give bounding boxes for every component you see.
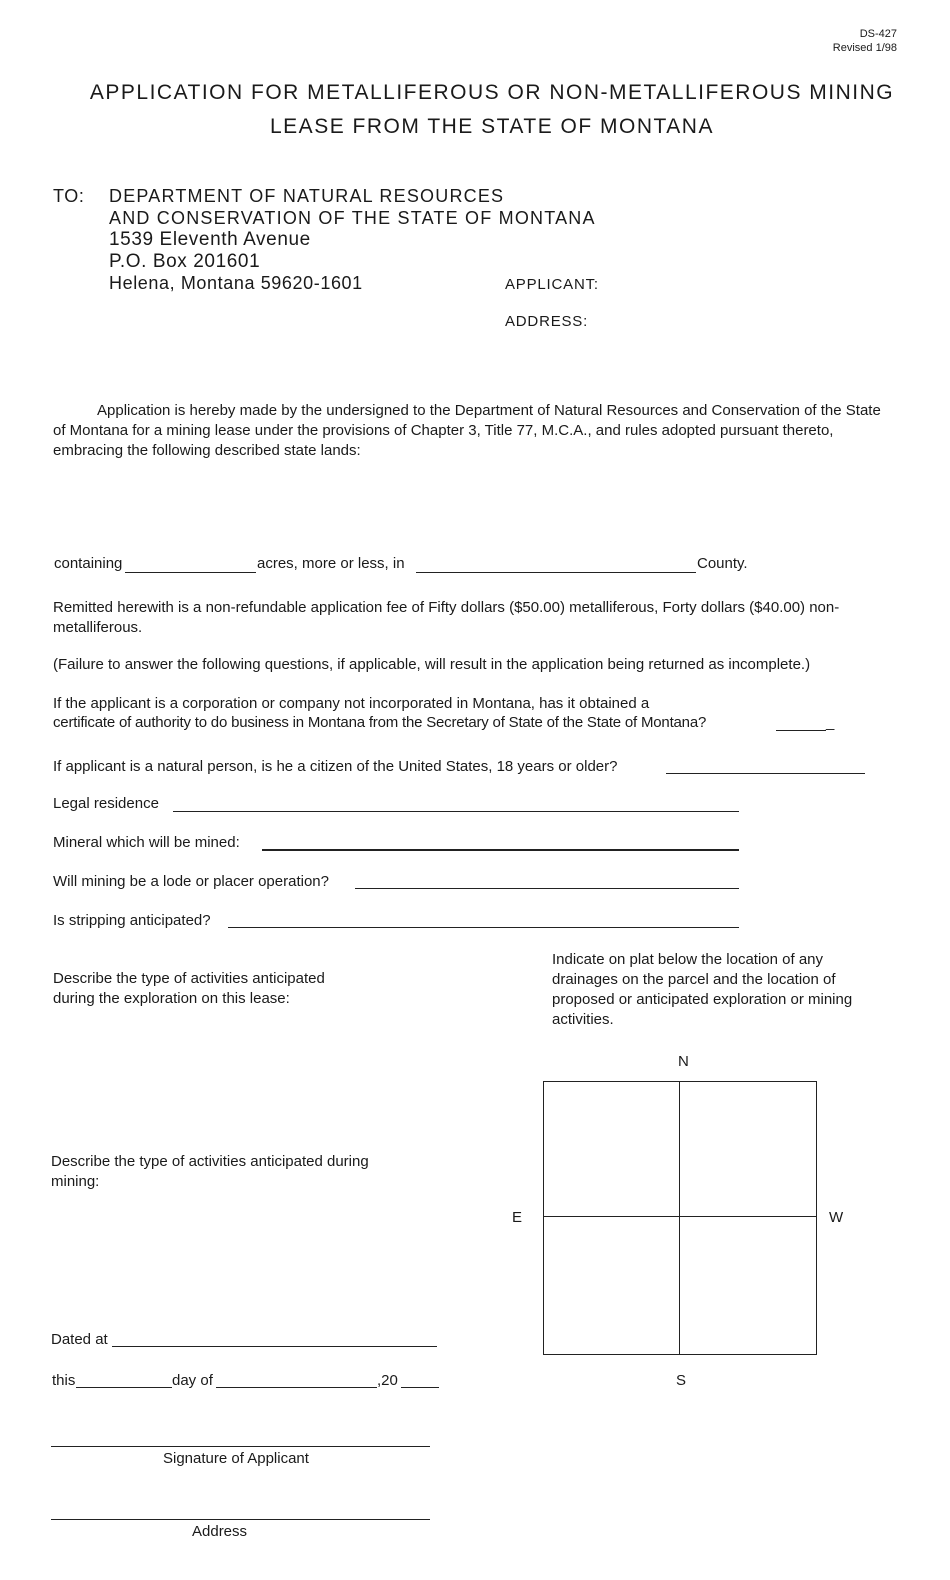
mineral-field[interactable] — [262, 849, 739, 851]
corp-answer-tail: _ — [826, 714, 835, 731]
plat-horizontal-divider — [543, 1216, 816, 1217]
citizen-question: If applicant is a natural person, is he a citizen of the United States, 18 years or older? — [53, 758, 618, 775]
address-label: ADDRESS: — [505, 313, 589, 330]
day-field[interactable] — [76, 1387, 172, 1388]
county-label: County. — [697, 555, 748, 572]
stripping-label: Is stripping anticipated? — [53, 912, 211, 929]
year-prefix-label: ,20 — [377, 1372, 398, 1389]
lode-label: Will mining be a lode or placer operation? — [53, 873, 329, 890]
form-title-line1: APPLICATION FOR METALLIFEROUS OR NON-METALLIFEROUS MINING — [89, 81, 895, 104]
warning-text: (Failure to answer the following questions, if applicable, will result in the application being returned as incomplete.) — [53, 656, 811, 673]
to-label: TO: — [53, 186, 85, 206]
plat-south-label: S — [676, 1372, 687, 1389]
this-label: this — [52, 1372, 76, 1389]
month-field[interactable] — [216, 1387, 377, 1388]
applicant-label: APPLICANT: — [505, 276, 599, 293]
year-field[interactable] — [401, 1387, 439, 1388]
plat-grid[interactable] — [543, 1081, 817, 1355]
recipient-po-box: P.O. Box 201601 — [109, 251, 261, 272]
fee-paragraph: Remitted herewith is a non-refundable application fee of Fifty dollars ($50.00) metalliferous, Forty dollars ($40.00) non-metalliferous. — [53, 599, 840, 636]
signature-label: Signature of Applicant — [163, 1450, 309, 1467]
residence-label: Legal residence — [53, 795, 159, 812]
plat-north-label: N — [678, 1053, 689, 1070]
plat-west-label: W — [829, 1209, 844, 1226]
exploration-description-label: Describe the type of activities anticipated during the exploration on this lease: — [53, 970, 325, 1007]
dated-at-field[interactable] — [112, 1346, 437, 1347]
plat-east-label: E — [512, 1209, 523, 1226]
recipient-city: Helena, Montana 59620-1601 — [109, 273, 363, 293]
acres-field[interactable] — [125, 572, 256, 573]
stripping-field[interactable] — [228, 927, 739, 928]
form-id: DS-427 — [859, 28, 897, 40]
acres-label: acres, more or less, in — [257, 555, 405, 572]
applicant-address-label: Address — [192, 1523, 248, 1540]
form-revision: Revised 1/98 — [832, 42, 897, 54]
day-of-label: day of — [172, 1372, 213, 1389]
corp-question-line1: If the applicant is a corporation or company not incorporated in Montana, has it obtained a — [53, 695, 650, 712]
plat-vertical-divider — [679, 1081, 680, 1354]
signature-field[interactable] — [51, 1446, 430, 1447]
plat-instructions: Indicate on plat below the location of any drainages on the parcel and the location of proposed or anticipated exploration or mining activities. — [552, 951, 853, 1028]
mineral-label: Mineral which will be mined: — [53, 834, 240, 851]
recipient-line2: AND CONSERVATION OF THE STATE OF MONTANA — [109, 208, 596, 228]
corp-question-line2: certificate of authority to do business in Montana from the Secretary of State of the State of Montana? — [53, 714, 707, 731]
residence-field[interactable] — [173, 811, 739, 812]
containing-label: containing — [54, 555, 123, 572]
intro-paragraph: Application is hereby made by the undersigned to the Department of Natural Resources and Conservation of the State of Montana for a mining lease under the provisions of Chapter 3, Title 77, M.C.A., and rules adopted pursuant thereto, embracing the following described state lands: — [53, 402, 881, 459]
dated-at-label: Dated at — [51, 1331, 108, 1348]
recipient-street: 1539 Eleventh Avenue — [109, 229, 311, 250]
form-title-line2: LEASE FROM THE STATE OF MONTANA — [270, 115, 714, 138]
citizen-answer-field[interactable] — [666, 773, 865, 774]
corp-answer-field[interactable] — [776, 730, 826, 731]
county-field[interactable] — [416, 572, 696, 573]
mining-description-label: Describe the type of activities anticipated during mining: — [51, 1153, 369, 1190]
recipient-line1: DEPARTMENT OF NATURAL RESOURCES — [109, 186, 505, 206]
form-header — [833, 27, 897, 55]
applicant-address-field[interactable] — [51, 1519, 430, 1520]
lode-field[interactable] — [355, 888, 739, 889]
